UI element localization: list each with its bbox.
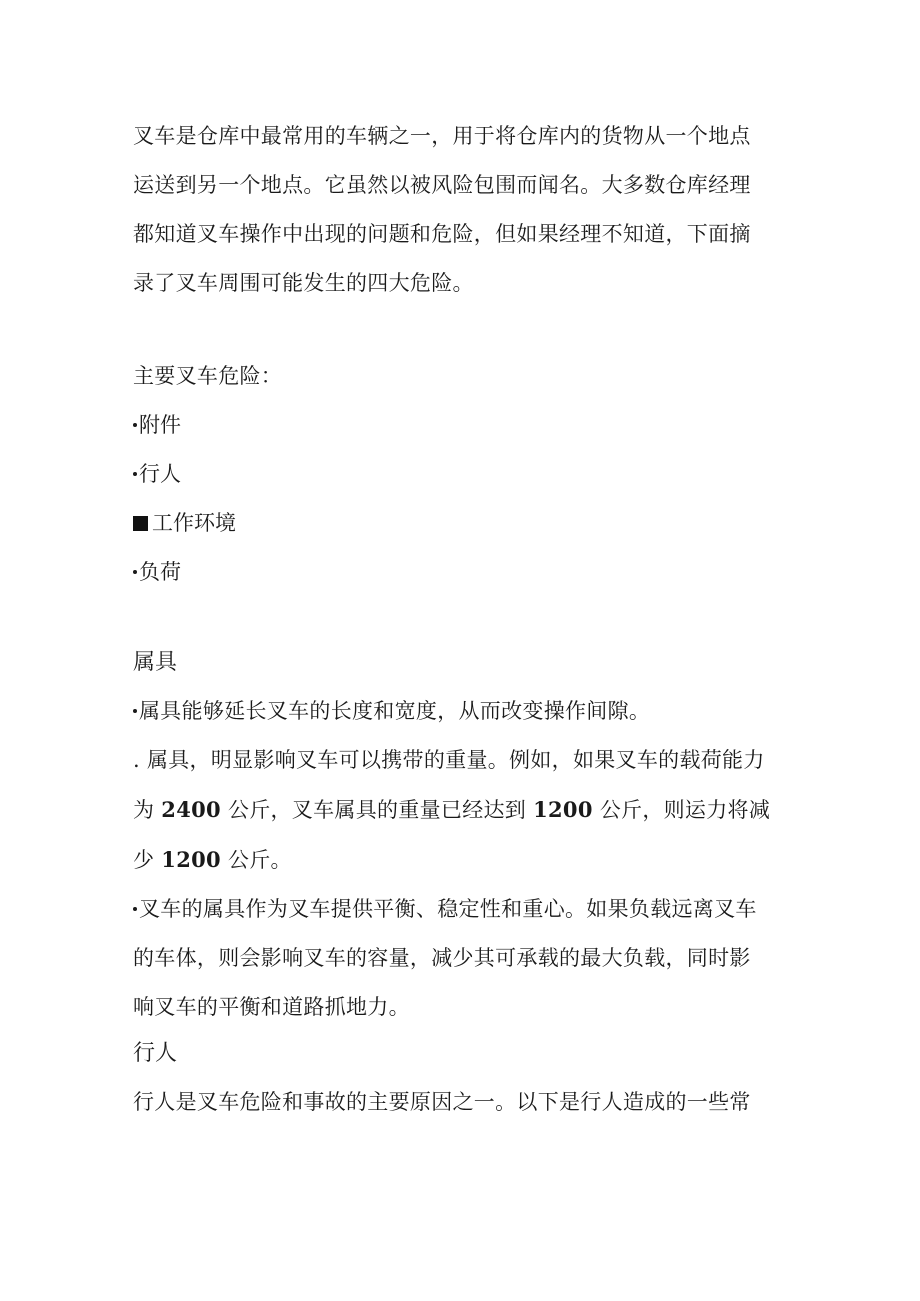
pedestrians-paragraph-1: 行人是叉车危险和事故的主要原因之一。以下是行人造成的一些常 <box>133 1090 751 1114</box>
attachments-p1-text: 属具能够延长叉车的长度和宽度，从而改变操作间隙。 <box>139 699 651 723</box>
list-item <box>133 499 783 548</box>
attachments-paragraph-3 <box>133 885 783 1032</box>
bullet-icon <box>133 423 137 427</box>
attachments-p3-line-1: 叉车的属具作为叉车提供平衡、稳定性和重心。如果负载远离叉车 <box>139 897 757 921</box>
bullet-icon <box>133 709 137 713</box>
bullet-icon <box>133 472 137 476</box>
text-fragment: 少 <box>133 848 162 872</box>
intro-line-2: 运送到另一个地点。它虽然以被风险包围而闻名。大多数仓库经理 <box>133 173 751 197</box>
bullet-icon <box>133 570 137 574</box>
hazard-label: 负荷 <box>139 560 181 584</box>
intro-paragraph <box>133 112 783 308</box>
list-item <box>133 401 783 450</box>
text-fragment: 为 <box>133 798 162 822</box>
text-fragment: 公斤。 <box>220 848 292 872</box>
attachments-heading: 属具 <box>133 650 178 675</box>
capacity-value: 2400 <box>161 797 221 822</box>
hazards-list <box>133 401 783 597</box>
hazard-label: 附件 <box>139 413 181 437</box>
attachments-p3-line-2: 的车体，则会影响叉车的容量，减少其可承载的最大负载，同时影 <box>133 946 751 970</box>
list-item <box>133 548 783 597</box>
intro-line-3: 都知道叉车操作中出现的问题和危险，但如果经理不知道，下面摘 <box>133 222 751 246</box>
attachments-p3-line-3: 响叉车的平衡和道路抓地力。 <box>133 995 410 1019</box>
intro-line-1: 叉车是仓库中最常用的车辆之一，用于将仓库内的货物从一个地点 <box>133 124 751 148</box>
document-page <box>133 112 783 1127</box>
intro-line-4: 录了叉车周围可能发生的四大危险。 <box>133 271 474 295</box>
text-fragment: 公斤，则运力将减 <box>592 798 771 822</box>
list-item <box>133 450 783 499</box>
hazards-title: 主要叉车危险： <box>133 364 283 388</box>
attachment-weight-value: 1200 <box>533 797 593 822</box>
reduction-value: 1200 <box>161 847 221 872</box>
attachments-paragraph-2 <box>133 736 783 885</box>
hazard-label: 行人 <box>139 462 181 486</box>
attachments-paragraph-1 <box>133 687 783 736</box>
square-bullet-icon <box>133 516 148 531</box>
attachments-p2-line-1: . 属具，明显影响叉车可以携带的重量。例如，如果叉车的载荷能力 <box>133 748 765 772</box>
bullet-icon <box>133 907 137 911</box>
hazard-label: 工作环境 <box>152 511 236 535</box>
text-fragment: 公斤，叉车属具的重量已经达到 <box>220 798 534 822</box>
pedestrians-heading: 行人 <box>133 1041 178 1066</box>
